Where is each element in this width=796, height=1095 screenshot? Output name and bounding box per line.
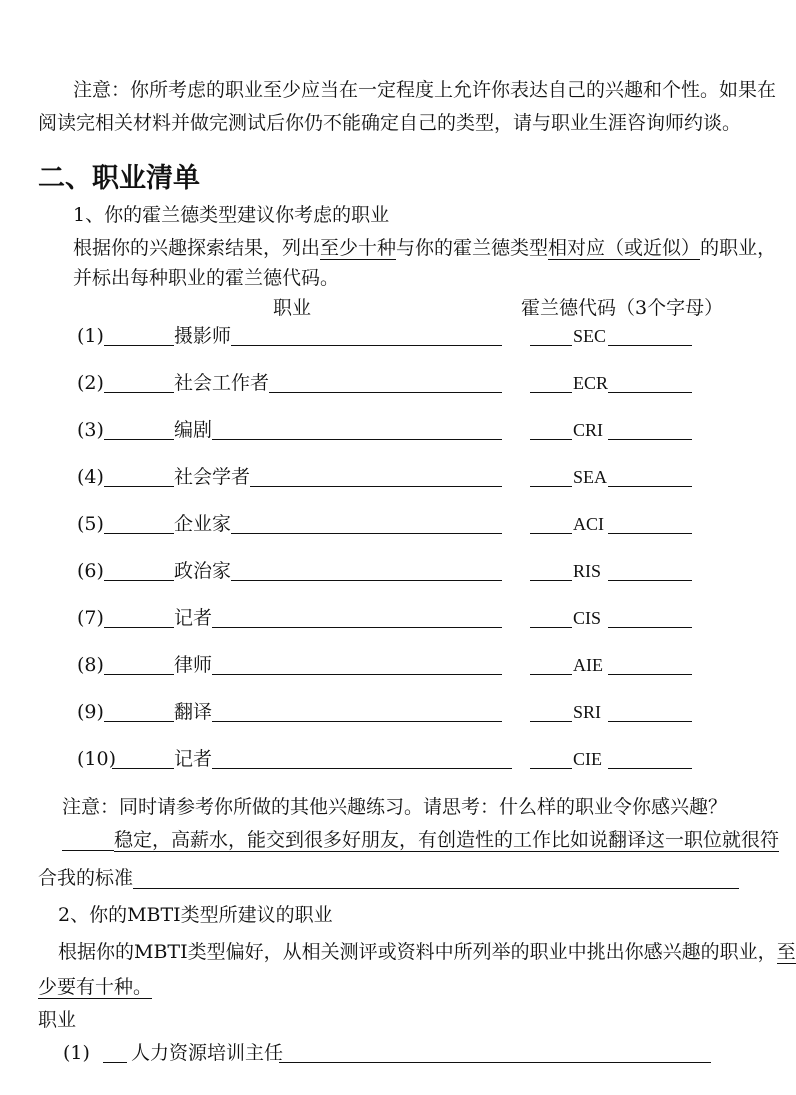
row-job-underline — [212, 721, 502, 722]
row-lead-underline — [104, 392, 174, 393]
row-code-lead-underline — [530, 674, 572, 675]
row-code-lead-underline — [530, 345, 572, 346]
instruction-line-1: 根据你的兴趣探索结果，列出至少十种与你的霍兰德类型相对应（或近似）的职业， — [73, 237, 777, 259]
row-job-underline — [212, 674, 502, 675]
row-lead-underline — [104, 674, 174, 675]
row-code-lead-underline — [530, 580, 572, 581]
row-lead-underline — [112, 768, 174, 769]
row-job: 社会学者 — [174, 466, 251, 488]
row-code-trail-underline — [608, 392, 692, 393]
row-job: 记者 — [174, 607, 213, 629]
row-job: 律师 — [174, 654, 213, 676]
row-lead-underline — [104, 439, 174, 440]
row-code-trail-underline — [608, 768, 692, 769]
column-header-code: 霍兰德代码（3个字母） — [521, 297, 724, 319]
row-number: (6) — [77, 560, 104, 582]
row-job-underline — [231, 345, 502, 346]
row-job: 社会工作者 — [174, 372, 270, 394]
mbti-row-trail-underline — [279, 1062, 711, 1063]
section-heading: 二、职业清单 — [38, 163, 200, 194]
subsection-2-title: 2、你的MBTI类型所建议的职业 — [58, 904, 333, 926]
row-lead-underline — [104, 721, 174, 722]
answer-line-1: 稳定，高薪水，能交到很多好朋友，有创造性的工作比如说翻译这一职位就很符 — [114, 829, 780, 851]
row-code-trail-underline — [608, 580, 692, 581]
instruction-line-2: 并标出每种职业的霍兰德代码。 — [73, 267, 340, 289]
row-lead-underline — [104, 486, 174, 487]
row-number: (2) — [77, 372, 104, 394]
row-code-trail-underline — [608, 533, 692, 534]
mbti-row-lead-underline — [103, 1062, 127, 1063]
row-code-trail-underline — [608, 674, 692, 675]
row-lead-underline — [104, 627, 174, 628]
row-code-lead-underline — [530, 439, 572, 440]
row-code-lead-underline — [530, 486, 572, 487]
mbti-job-label: 职业 — [38, 1009, 77, 1031]
row-job: 记者 — [174, 748, 213, 770]
underline-corresponding: 相对应（或近似） — [548, 237, 701, 259]
mbti-row-number: (1) — [63, 1042, 90, 1064]
row-number: (7) — [77, 607, 104, 629]
underline-zhi: 至 — [776, 941, 796, 963]
row-code-trail-underline — [608, 721, 692, 722]
note-question: 注意：同时请参考你所做的其他兴趣练习。请思考：什么样的职业令你感兴趣？ — [62, 796, 728, 818]
subsection-1-title: 1、你的霍兰德类型建议你考虑的职业 — [73, 204, 390, 226]
underline-at-least-ten-2: 少要有十种。 — [38, 976, 153, 998]
row-job: 摄影师 — [174, 325, 232, 347]
row-code: AIE — [573, 655, 603, 675]
row-job-underline — [231, 533, 502, 534]
mbti-instruction-line-1: 根据你的MBTI类型偏好，从相关测评或资料中所列举的职业中挑出你感兴趣的职业，至 — [58, 941, 796, 963]
row-job-underline — [212, 768, 512, 769]
row-code-trail-underline — [608, 486, 692, 487]
row-job: 编剧 — [174, 419, 213, 441]
intro-line-1: 注意：你所考虑的职业至少应当在一定程度上允许你表达自己的兴趣和个性。如果在 — [73, 79, 777, 101]
row-code: ECR — [573, 373, 609, 393]
intro-line-2: 阅读完相关材料并做完测试后你仍不能确定自己的类型，请与职业生涯咨询师约谈。 — [38, 112, 742, 134]
row-job-underline — [231, 580, 502, 581]
answer-lead-underline — [62, 850, 114, 851]
row-code: CIS — [573, 608, 602, 628]
row-number: (8) — [77, 654, 104, 676]
column-header-job: 职业 — [273, 297, 312, 319]
mbti-instruction-line-2 — [38, 975, 152, 999]
row-code: CIE — [573, 749, 602, 769]
mbti-row-job: 人力资源培训主任 — [131, 1042, 284, 1064]
row-code-lead-underline — [530, 533, 572, 534]
row-job-underline — [212, 627, 502, 628]
row-code-trail-underline — [608, 627, 692, 628]
row-lead-underline — [104, 345, 174, 346]
row-code-lead-underline — [530, 627, 572, 628]
row-code-trail-underline — [608, 439, 692, 440]
row-code-lead-underline — [530, 721, 572, 722]
underline-at-least-ten: 至少十种 — [320, 237, 397, 259]
row-code-lead-underline — [530, 392, 572, 393]
row-job-underline — [269, 392, 502, 393]
row-code: SEC — [573, 326, 607, 346]
row-number: (3) — [77, 419, 104, 441]
row-code: CRI — [573, 420, 604, 440]
answer-line-2-underline — [133, 888, 739, 889]
row-number: (1) — [77, 325, 104, 347]
row-code: SRI — [573, 702, 602, 722]
row-code-lead-underline — [530, 768, 572, 769]
row-number: (10) — [77, 748, 117, 770]
row-job: 政治家 — [174, 560, 232, 582]
row-number: (4) — [77, 466, 104, 488]
row-code: RIS — [573, 561, 602, 581]
row-code: ACI — [573, 514, 604, 534]
row-job-underline — [212, 439, 502, 440]
row-job: 企业家 — [174, 513, 232, 535]
row-lead-underline — [104, 533, 174, 534]
row-code-trail-underline — [608, 345, 692, 346]
row-number: (9) — [77, 701, 104, 723]
row-number: (5) — [77, 513, 104, 535]
row-job: 翻译 — [174, 701, 213, 723]
row-lead-underline — [104, 580, 174, 581]
row-job-underline — [250, 486, 502, 487]
row-code: SEA — [573, 467, 608, 487]
answer-line-2: 合我的标准 — [38, 867, 134, 889]
